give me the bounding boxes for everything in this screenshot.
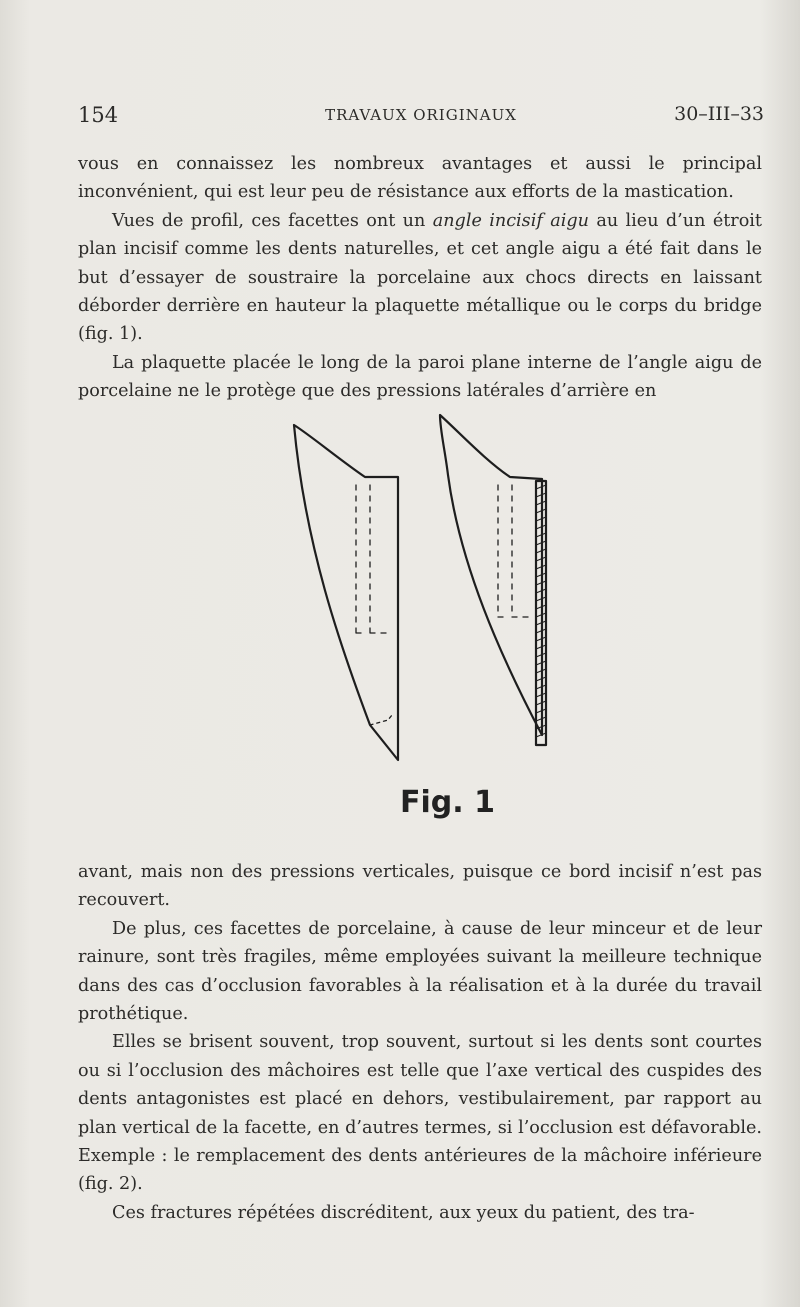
- facet-left-tip: [370, 715, 392, 725]
- paragraph: avant, mais non des pressions verticales, puisque ce bord incisif n’est pas recouvert.: [78, 862, 762, 911]
- facet-right-outline: [440, 415, 542, 735]
- facet-left-groove: [356, 485, 388, 633]
- paragraph-text: Vues de profil, ces facettes ont un: [112, 210, 433, 231]
- emphasis-text: angle incisif aigu: [432, 210, 589, 231]
- figure-1-drawing: [270, 405, 570, 845]
- text-block-bottom: [78, 858, 762, 1227]
- paragraph-text: au lieu d’un étroit plan incisif comme les dents naturelles, et cet angle aigu a été fait dans le but d’essayer de soustraire la porcelaine aux chocs directs en laissant déborder derrière en hauteur la plaquette métallique ou le corps du bridge (fig. 1).: [78, 210, 763, 345]
- facet-left-outline: [294, 425, 398, 760]
- figure-label: Fig. 1: [400, 785, 495, 820]
- paragraph: De plus, ces facettes de porcelaine, à cause de leur minceur et de leur rainure, sont très fragiles, même employées suivant la meilleure technique dans des cas d’occlusion favorables à la réalisation et à la durée du travail prothétique.: [78, 918, 762, 1025]
- running-header: [78, 103, 764, 131]
- paragraph: La plaquette placée le long de la paroi plane interne de l’angle aigu de porcelaine ne le protège que des pressions latérales d’arrière en: [78, 352, 762, 402]
- paragraph: Ces fractures répétées discréditent, aux yeux du patient, des tra-: [112, 1202, 695, 1223]
- paragraph: vous en connaissez les nombreux avantages et aussi le principal inconvénient, qui est leur peu de résistance aux efforts de la mastication.: [78, 154, 762, 203]
- running-title: TRAVAUX ORIGINAUX: [325, 106, 517, 124]
- facet-right-groove: [498, 485, 530, 617]
- paragraph: Elles se brisent souvent, trop souvent, surtout si les dents sont courtes ou si l’occlusion des mâchoires est telle que l’axe vertical des cuspides des dents antagonistes est placé en dehors, vestibulairement, par rapport au plan vertical de la facette, en d’autres termes, si l’occlusion est défavorable. Exemple : le remplacement des dents antérieures de la mâchoire inférieure (fig. 2).: [78, 1032, 762, 1195]
- page-number: 154: [78, 103, 119, 127]
- text-block-top: [78, 150, 762, 406]
- header-date: 30–III–33: [674, 103, 764, 125]
- paragraph: [78, 207, 762, 349]
